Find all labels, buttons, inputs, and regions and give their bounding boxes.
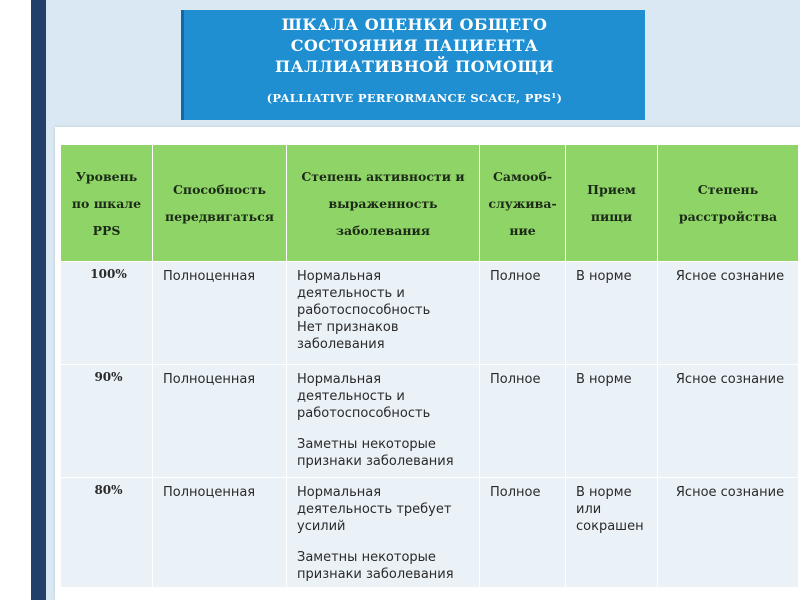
cell-mobility: Полноценная <box>153 478 287 588</box>
cell-consciousness: Ясное сознание <box>658 365 799 478</box>
left-accent-bar <box>31 0 46 600</box>
title-line-2: СОСТОЯНИЯ ПАЦИЕНТА <box>290 36 539 55</box>
pps-table-panel <box>55 127 800 600</box>
cell-consciousness: Ясное сознание <box>658 262 799 365</box>
title-box <box>181 10 645 120</box>
activity-text-1: Нормальная деятельность требует усилий <box>297 485 452 534</box>
header-intake: Прием пищи <box>566 145 658 262</box>
activity-text-2: Заметны некоторые признаки заболевания <box>297 550 454 582</box>
activity-text-1: Нормальная деятельность и работоспособность <box>297 269 431 318</box>
cell-selfcare: Полное <box>480 365 566 478</box>
table-header-row <box>61 145 799 262</box>
header-activity: Степень активности и выраженность заболевания <box>287 145 480 262</box>
title-line-3: ПАЛЛИАТИВНОЙ ПОМОЩИ <box>275 57 554 76</box>
cell-level: 100% <box>61 262 153 365</box>
pps-table <box>60 144 799 588</box>
header-level: Уровень по шкале PPS <box>61 145 153 262</box>
cell-activity <box>287 478 480 588</box>
cell-intake: В норме <box>566 365 658 478</box>
title-heading <box>184 10 645 77</box>
header-mobility: Способность передвигаться <box>153 145 287 262</box>
activity-text-2: Заметны некоторые признаки заболевания <box>297 437 454 469</box>
cell-selfcare: Полное <box>480 262 566 365</box>
cell-selfcare: Полное <box>480 478 566 588</box>
cell-activity <box>287 365 480 478</box>
table-row <box>61 262 799 365</box>
cell-level: 90% <box>61 365 153 478</box>
cell-activity <box>287 262 480 365</box>
cell-intake: В норме или сокрашен <box>566 478 658 588</box>
cell-mobility: Полноценная <box>153 262 287 365</box>
cell-mobility: Полноценная <box>153 365 287 478</box>
cell-consciousness: Ясное сознание <box>658 478 799 588</box>
activity-text-2: Нет признаков заболевания <box>297 320 399 352</box>
title-subtitle: (PALLIATIVE PERFORMANCE SCACE, PPS¹) <box>266 91 563 105</box>
activity-text-1: Нормальная деятельность и работоспособность <box>297 372 431 421</box>
table-row <box>61 365 799 478</box>
cell-level: 80% <box>61 478 153 588</box>
cell-intake: В норме <box>566 262 658 365</box>
table-row <box>61 478 799 588</box>
header-consciousness: Степень расстройства <box>658 145 799 262</box>
title-line-1: ШКАЛА ОЦЕНКИ ОБЩЕГО <box>281 15 548 34</box>
header-selfcare: Самооб-служива-ние <box>480 145 566 262</box>
